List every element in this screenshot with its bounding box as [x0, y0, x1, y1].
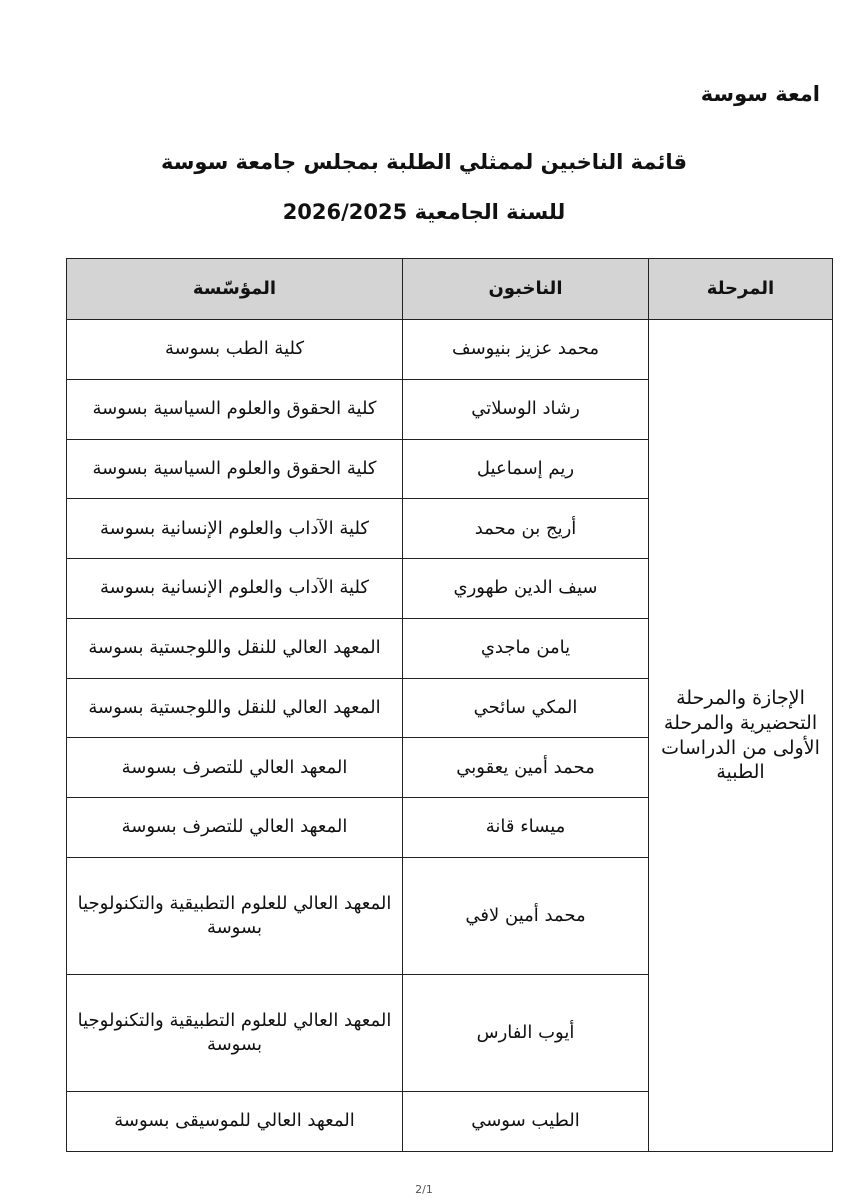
voter-name-cell: الطيب سوسي [403, 1092, 649, 1152]
institution-cell: المعهد العالي للتصرف بسوسة [67, 798, 403, 858]
university-header: امعة سوسة [700, 82, 820, 106]
column-header-voter: الناخبون [403, 259, 649, 320]
institution-cell: كلية الآداب والعلوم الإنسانية بسوسة [67, 559, 403, 619]
table-header-row [67, 259, 833, 320]
voter-name-cell: يامن ماجدي [403, 618, 649, 678]
voter-name-cell: محمد أمين لافي [403, 857, 649, 974]
institution-cell: المعهد العالي للعلوم التطبيقية والتكنولوجيا بسوسة [67, 857, 403, 974]
voter-name-cell: أريج بن محمد [403, 499, 649, 559]
column-header-stage: المرحلة [649, 259, 833, 320]
institution-cell: المعهد العالي للنقل واللوجستية بسوسة [67, 678, 403, 738]
institution-cell: كلية الطب بسوسة [67, 320, 403, 380]
voter-name-cell: رشاد الوسلاتي [403, 379, 649, 439]
institution-cell: المعهد العالي للموسيقى بسوسة [67, 1092, 403, 1152]
voters-table [66, 258, 833, 1152]
column-header-institution: المؤسّسة [67, 259, 403, 320]
voter-name-cell: محمد أمين يعقوبي [403, 738, 649, 798]
voter-name-cell: محمد عزيز بنيوسف [403, 320, 649, 380]
institution-cell: المعهد العالي للعلوم التطبيقية والتكنولوجيا بسوسة [67, 975, 403, 1092]
voter-name-cell: أيوب الفارس [403, 975, 649, 1092]
document-title: قائمة الناخبين لممثلي الطلبة بمجلس جامعة سوسة [161, 150, 687, 174]
voter-name-cell: ميساء قانة [403, 798, 649, 858]
table-row [67, 320, 833, 380]
institution-cell: المعهد العالي للنقل واللوجستية بسوسة [67, 618, 403, 678]
institution-cell: كلية الحقوق والعلوم السياسية بسوسة [67, 439, 403, 499]
stage-cell: الإجازة والمرحلة التحضيرية والمرحلة الأولى من الدراسات الطبية [649, 320, 833, 1152]
institution-cell: المعهد العالي للتصرف بسوسة [67, 738, 403, 798]
document-subtitle: للسنة الجامعية 2026/2025 [282, 200, 566, 224]
institution-cell: كلية الحقوق والعلوم السياسية بسوسة [67, 379, 403, 439]
institution-cell: كلية الآداب والعلوم الإنسانية بسوسة [67, 499, 403, 559]
voter-name-cell: المكي سائحي [403, 678, 649, 738]
voter-name-cell: ريم إسماعيل [403, 439, 649, 499]
voter-name-cell: سيف الدين طهوري [403, 559, 649, 619]
page-number: 2/1 [415, 1183, 433, 1196]
